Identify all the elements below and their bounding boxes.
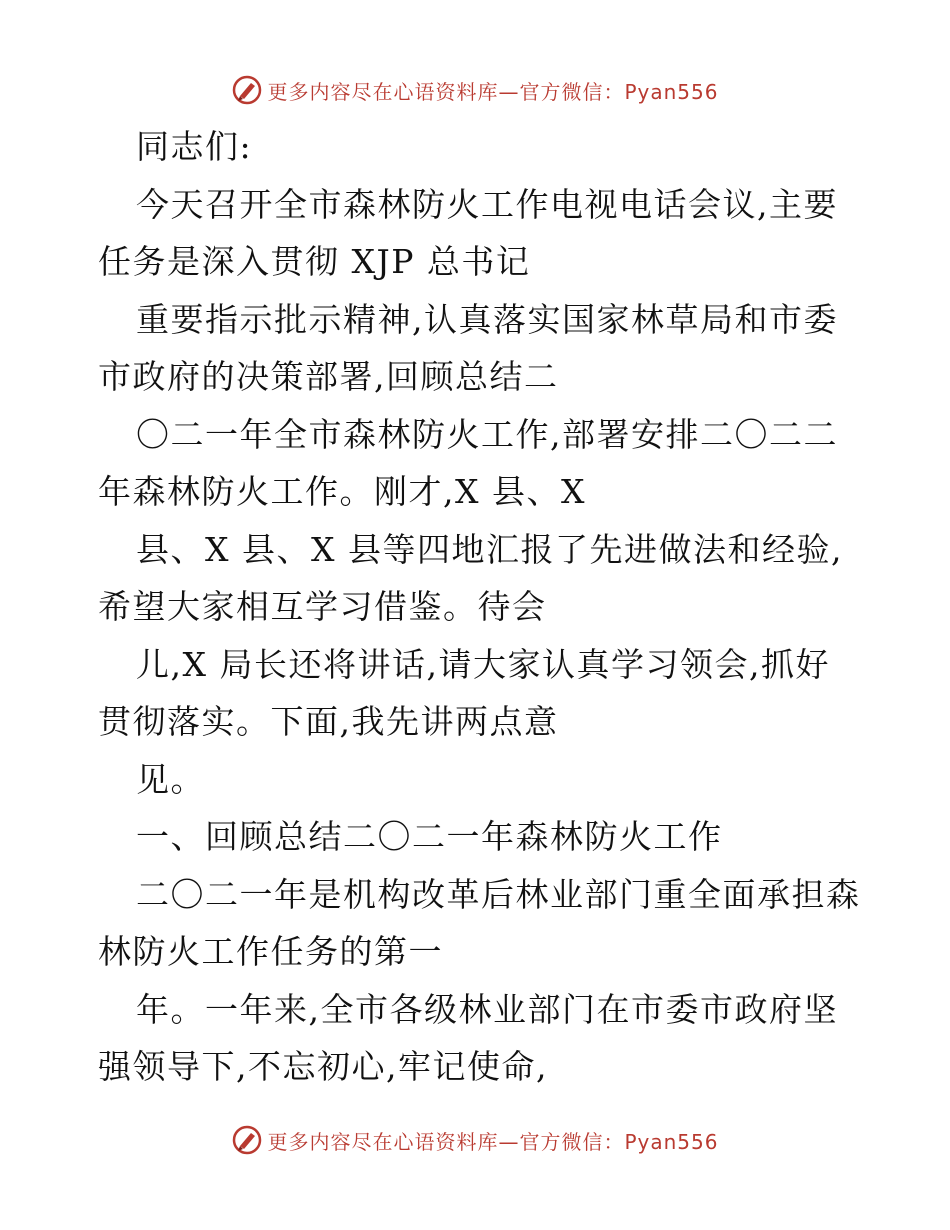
body-line: 重要指示批示精神,认真落实国家林草局和市委 [136,299,838,339]
body-line: 任务是深入贯彻 XJP 总书记 [98,242,531,281]
body-line: 林防火工作任务的第一 [98,932,443,971]
pen-circle-logo-icon [231,74,263,106]
body-line: 年森林防火工作。刚才,X 县、X [98,472,586,511]
body-line: 年。一年来,全市各级林业部门在市委市政府坚 [136,989,838,1029]
body-line: 〇二一年全市森林防火工作,部署安排二〇二二 [136,414,838,454]
header-banner-text: 更多内容尽在心语资料库—官方微信：Pyan556 [267,79,719,104]
body-line: 强领导下,不忘初心,牢记使命, [98,1047,548,1086]
document-body [98,118,878,1096]
body-line: 见。 [136,759,205,799]
header-banner [0,70,950,110]
body-line: 今天召开全市森林防火工作电视电话会议,主要 [136,184,838,224]
body-line: 二〇二一年是机构改革后林业部门重全面承担森 [136,874,861,914]
body-line: 希望大家相互学习借鉴。待会 [98,587,547,626]
footer-banner-text: 更多内容尽在心语资料库—官方微信：Pyan556 [267,1129,719,1154]
salutation: 同志们: [136,127,253,166]
section-heading: 一、回顾总结二〇二一年森林防火工作 [136,817,723,856]
body-line: 市政府的决策部署,回顾总结二 [98,357,559,396]
body-line: 儿,X 局长还将讲话,请大家认真学习领会,抓好 [136,644,830,684]
pen-circle-logo-icon [231,1124,263,1156]
body-line: 县、X 县、X 县等四地汇报了先进做法和经验, [136,529,843,569]
body-line: 贯彻落实。下面,我先讲两点意 [98,702,559,741]
footer-banner [0,1120,950,1160]
